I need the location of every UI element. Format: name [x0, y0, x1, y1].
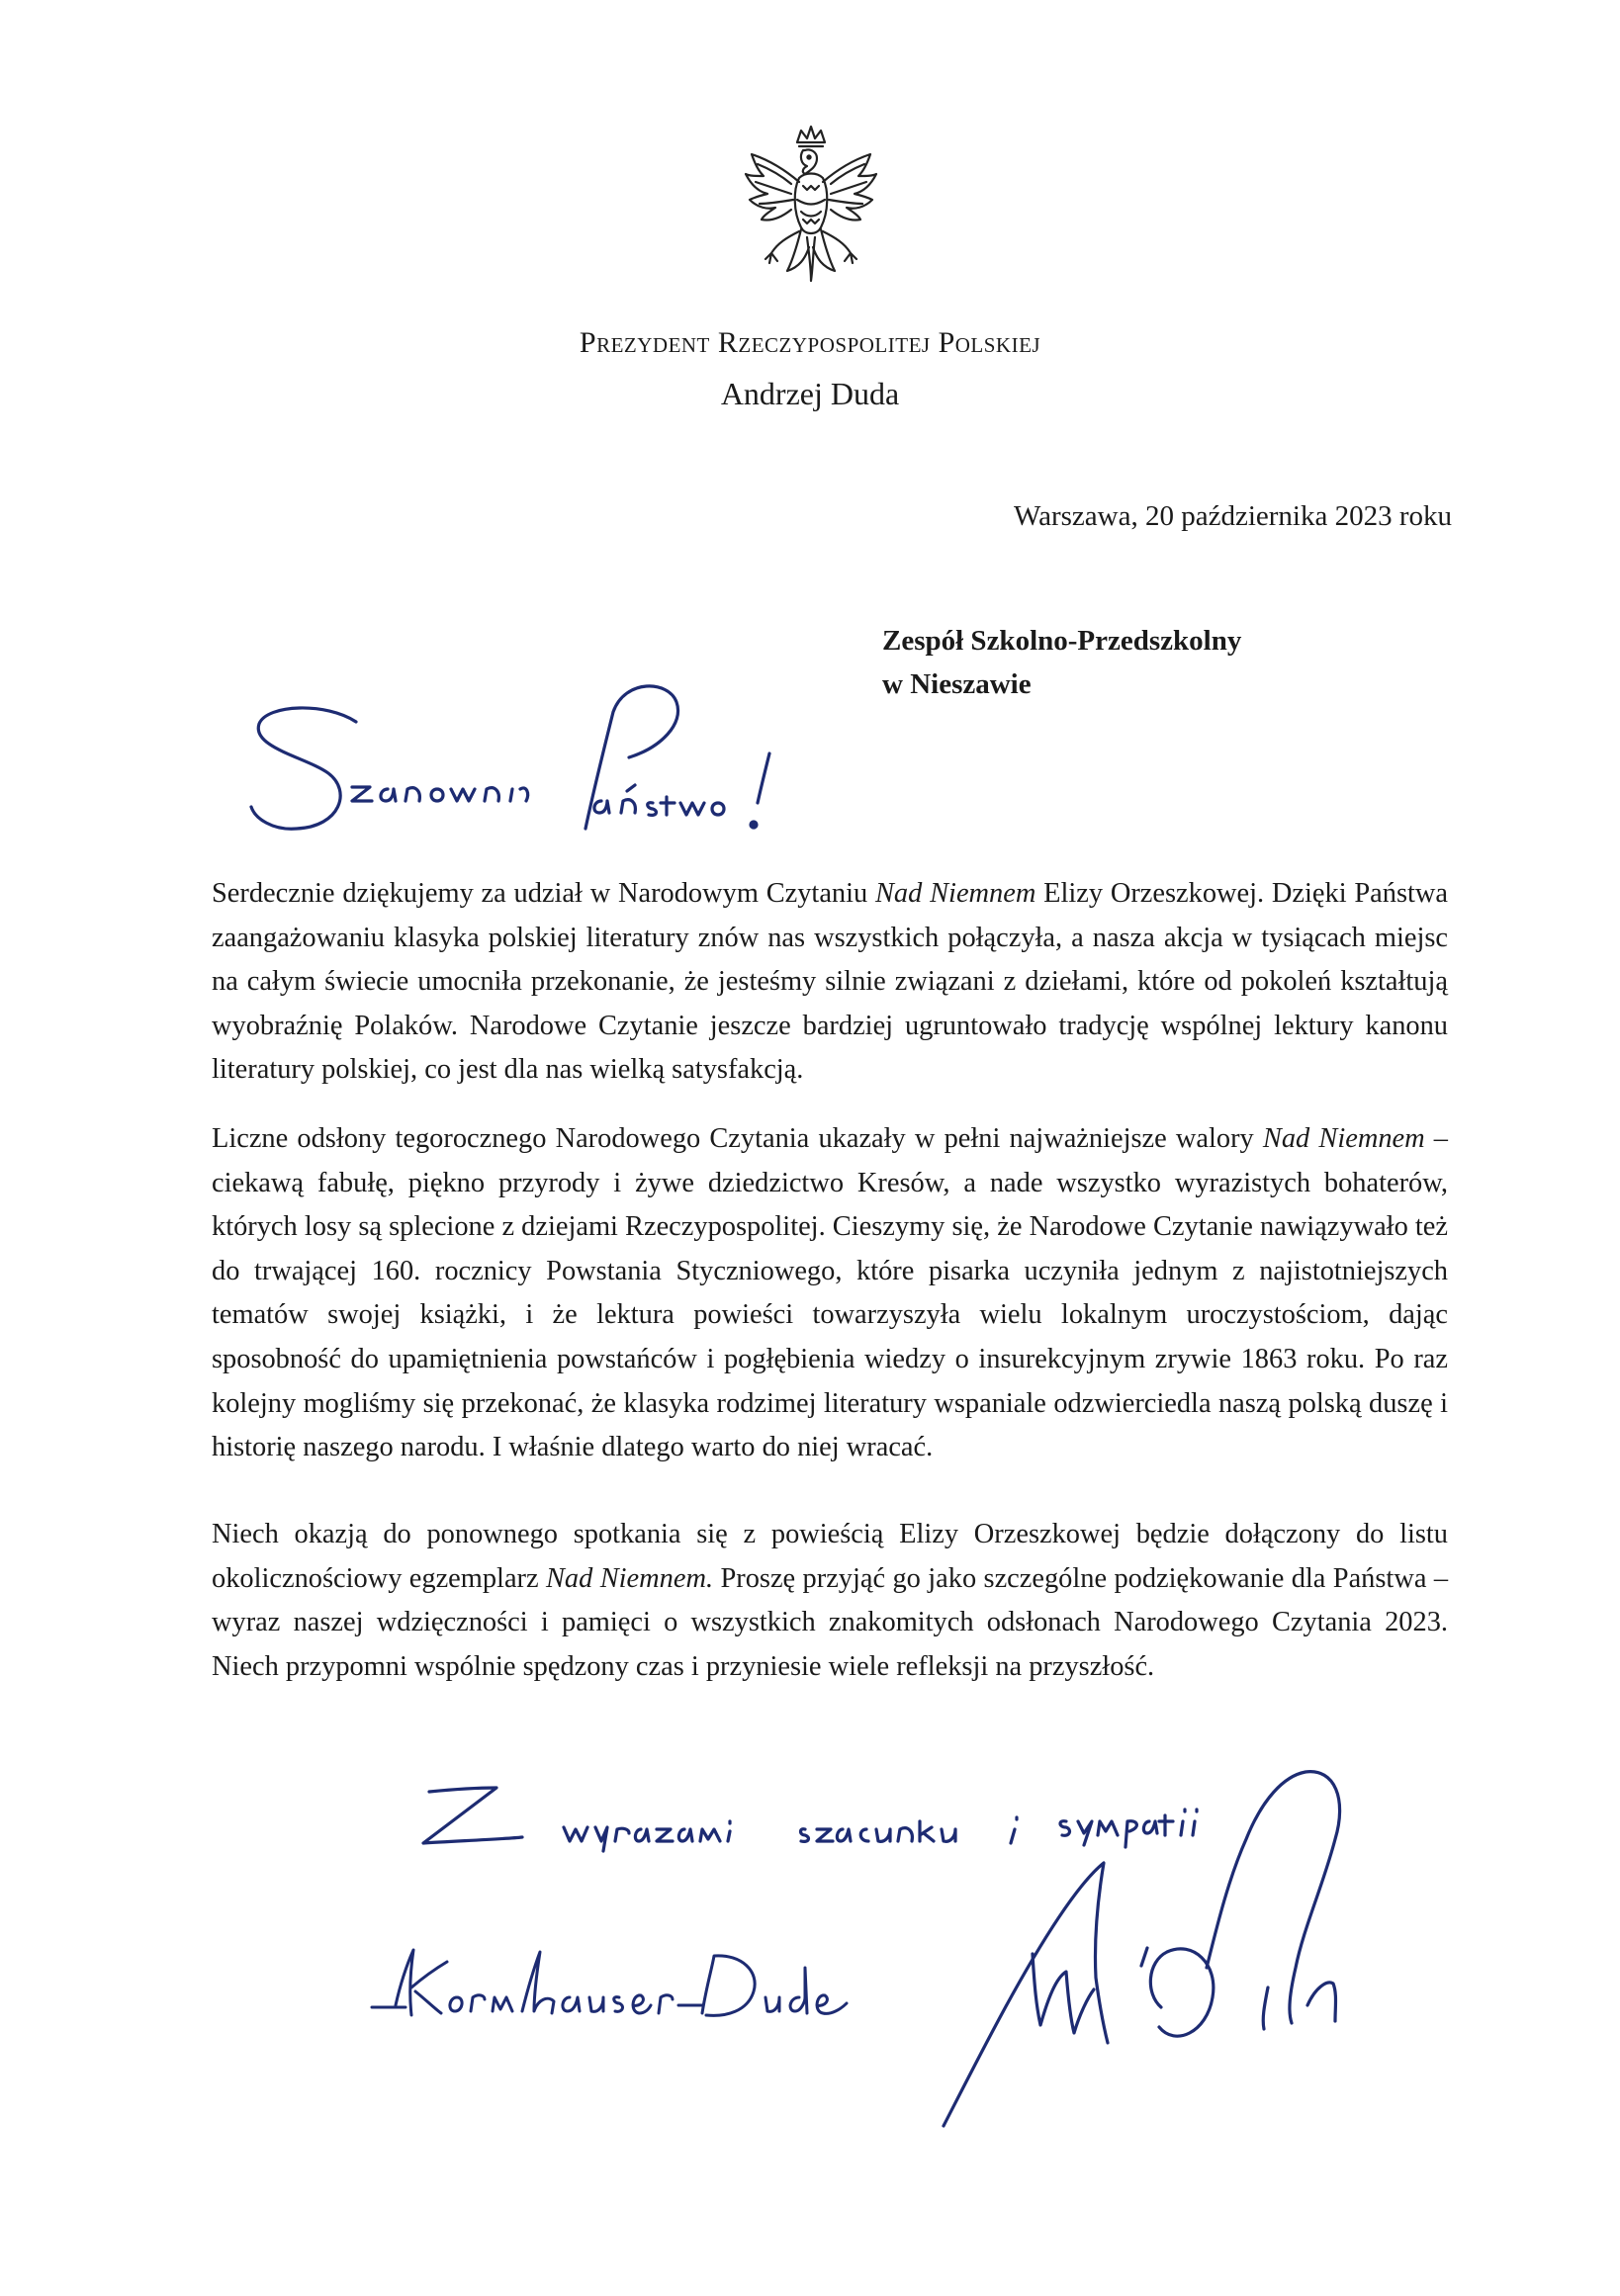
body-paragraph-3 — [212, 1513, 1448, 1689]
white-eagle-emblem-icon — [742, 121, 880, 309]
paragraph-text: – ciekawą fabułę, piękno przyrody i żywe dziedzictwo Kresów, a nade wszystko wyrazistych bohaterów, których losy są splecione z dziejami Rzeczypospolitej. Cieszymy się, że Narodowe Czytanie nawiązywało też do trwającej 160. rocznicy Powstania Styczniowego, które pisarka uczyniła jednym z najistotniejszych tematów swojej książki, i że lektura powieści towarzyszyła wielu lokalnym uroczystościom, dając sposobność do upamiętnienia powstańców i pogłębienia wiedzy o insurekcyjnym zrywie 1863 roku. Po raz kolejny mogliśmy się przekonać, że klasyka rodzimej literatury wspaniale odzwierciedla naszą polską duszę i historię naszego narodu. I właśnie dlatego warto do niej wracać. — [212, 1123, 1449, 1463]
recipient-line-2: w Nieszawie — [882, 668, 1032, 700]
president-signature-icon — [920, 1760, 1434, 2136]
body-paragraph-2 — [212, 1117, 1448, 1470]
book-title: Nad Niemnem — [875, 878, 1036, 909]
recipient-line-1: Zespół Szkolno-Przedszkolny — [882, 625, 1242, 657]
paragraph-text: Proszę przyjąć go jako szczególne podziękowanie dla Państwa – wyraz naszej wdzięczności i pamięci o wszystkich znakomitych odsłonach Narodowego Czytania 2023. Niech przypomni wspólnie spędzony czas i przyniesie wiele refleksji na przyszłość. — [212, 1562, 1449, 1682]
handwritten-salutation — [237, 662, 831, 860]
book-title: Nad Niemnem — [1262, 1123, 1425, 1154]
signature-kornhauser-duda — [366, 1928, 860, 2037]
paragraph-text: Serdecznie dziękujemy za udział w Narodowym Czytaniu — [212, 878, 875, 909]
paragraph-text: Niech okazją do ponownego spotkania się z powieścią Elizy Orzeszkowej będzie dołączony do listu okolicznościowy egzemplarz — [212, 1519, 1448, 1594]
paragraph-text: Liczne odsłony tegorocznego Narodowego Czytania ukazały w pełni najważniejsze walory — [212, 1123, 1263, 1154]
place-date: Warszawa, 20 października 2023 roku — [1014, 500, 1452, 532]
body-paragraph-1 — [212, 872, 1448, 1093]
office-title: Prezydent Rzeczypospolitej Polskiej — [579, 326, 1041, 359]
book-title: Nad Niemnem. — [546, 1562, 714, 1594]
recipient-address — [882, 619, 1241, 706]
president-name: Andrzej Duda — [720, 376, 900, 411]
paragraph-text: Elizy Orzeszkowej. Dzięki Państwa zaangażowaniu klasyka polskiej literatury znów nas wszystkich połączyła, a nasza akcja w tysiącach miejsc na całym świecie umocniła przekonanie, że jesteśmy silnie związani z dziełami, które od pokoleń kształtują wyobraźnię Polaków. Narodowe Czytanie jeszcze bardziej ugruntowało tradycję wspólnej lektury kanonu literatury polskiej, co jest dla nas wielką satysfakcją. — [212, 878, 1449, 1086]
